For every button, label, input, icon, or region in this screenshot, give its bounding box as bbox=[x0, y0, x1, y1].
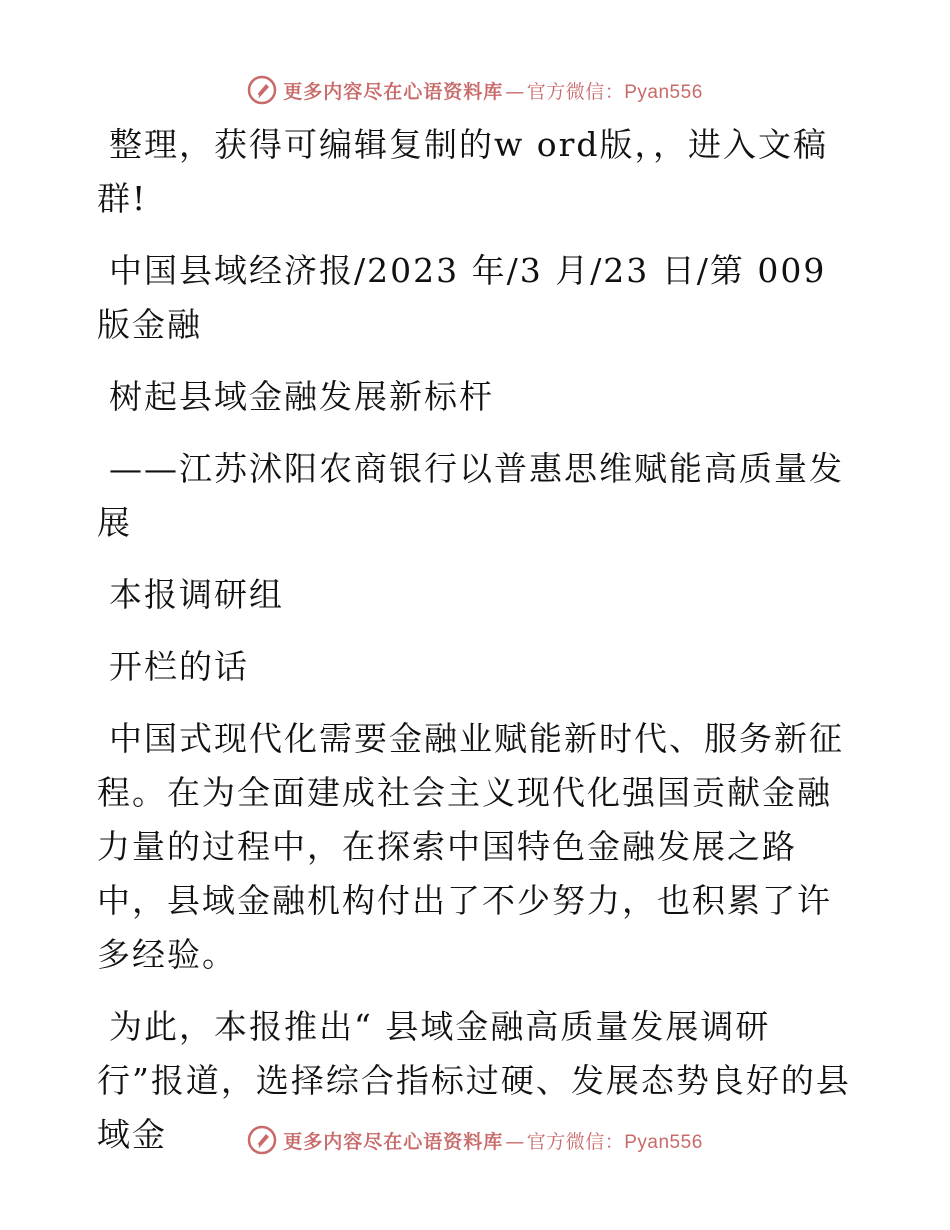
watermark-dash: — bbox=[505, 80, 525, 103]
footer-watermark bbox=[0, 1120, 950, 1160]
paragraph-body-1: 中国式现代化需要金融业赋能新时代、服务新征程。在为全面建成社会主义现代化强国贡献金融力量的过程中，在探索中国特色金融发展之路中，县域金融机构付出了不少努力，也积累了许多经验。 bbox=[97, 719, 844, 974]
article-byline: 本报调研组 bbox=[109, 575, 284, 614]
pen-logo-icon bbox=[247, 1125, 277, 1155]
article-title: 树起县域金融发展新标杆 bbox=[109, 377, 494, 416]
document-body bbox=[97, 118, 857, 1180]
watermark-main-text: 更多内容尽在心语资料库 bbox=[283, 80, 504, 103]
article-subtitle: ——江苏沭阳农商银行以普惠思维赋能高质量发展 bbox=[97, 449, 844, 542]
watermark-main-text: 更多内容尽在心语资料库 bbox=[283, 1130, 504, 1153]
watermark-label: 官方微信： bbox=[526, 1130, 625, 1153]
column-heading: 开栏的话 bbox=[109, 647, 249, 686]
watermark-id: Pyan556 bbox=[624, 81, 703, 103]
pen-logo-icon bbox=[247, 75, 277, 105]
paragraph-source: 中国县域经济报/2023 年/3 月/23 日/第 009 版金融 bbox=[97, 251, 827, 344]
watermark-id: Pyan556 bbox=[624, 1131, 703, 1153]
watermark-dash: — bbox=[505, 1130, 525, 1153]
paragraph-body-2: 为此，本报推出“ 县域金融高质量发展调研行”报道，选择综合指标过硬、发展态势良好的县域金 bbox=[97, 1007, 851, 1154]
watermark-label: 官方微信： bbox=[526, 80, 625, 103]
paragraph-intro: 整理，获得可编辑复制的w ord版，，进入文稿群! bbox=[97, 125, 829, 218]
header-watermark bbox=[0, 70, 950, 110]
